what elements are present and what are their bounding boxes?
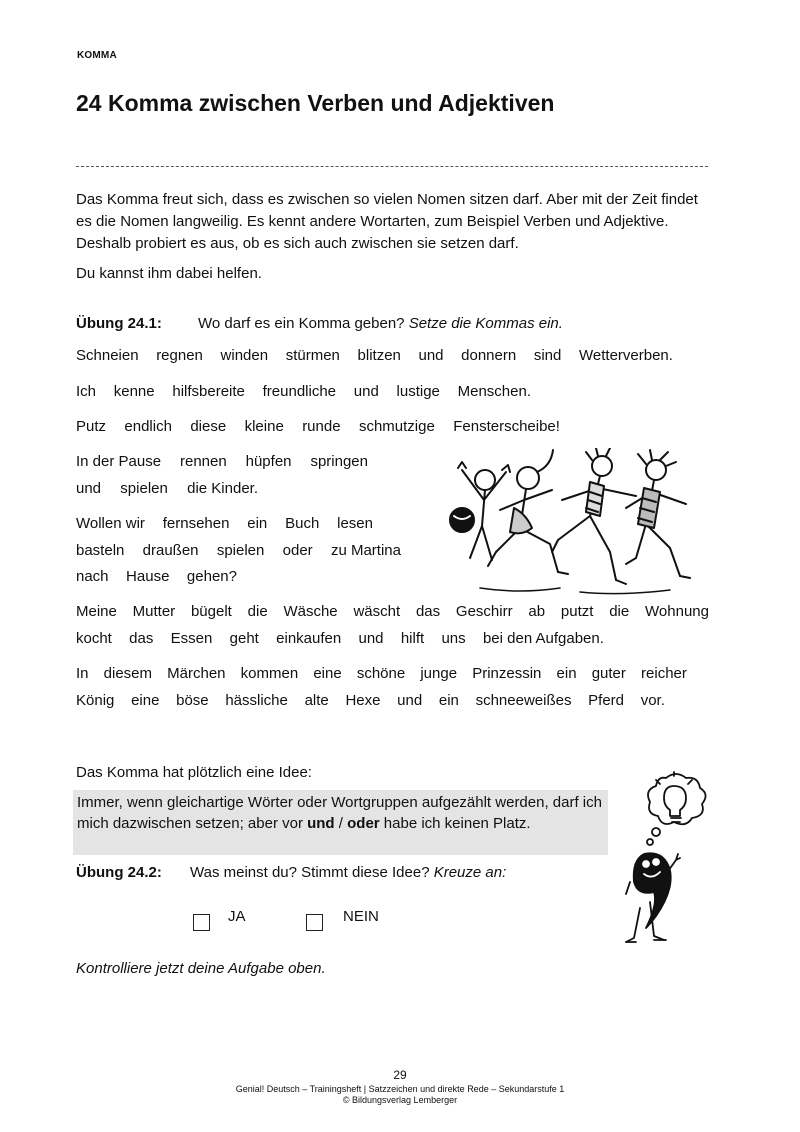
word: das bbox=[129, 630, 154, 647]
word: Fensterscheibe! bbox=[453, 418, 560, 435]
page-title: 24 Komma zwischen Verben und Adjektiven bbox=[76, 90, 555, 116]
word: Hause bbox=[126, 568, 170, 585]
word: Menschen. bbox=[457, 383, 531, 400]
dashed-divider bbox=[76, 166, 708, 167]
thinking-comma-illustration bbox=[618, 770, 718, 960]
word: Hexe bbox=[345, 692, 381, 709]
sentence-4-line-1 bbox=[76, 451, 368, 473]
word: diesem bbox=[103, 665, 153, 682]
word: fernsehen bbox=[162, 515, 230, 532]
exercise-2-instruction: Kreuze an: bbox=[433, 864, 507, 881]
option-nein-label: NEIN bbox=[343, 908, 379, 925]
word: hässliche bbox=[225, 692, 288, 709]
word: und bbox=[418, 347, 444, 364]
word: Pferd bbox=[588, 692, 625, 709]
word: schneeweißes bbox=[475, 692, 572, 709]
word: schmutzige bbox=[358, 418, 435, 435]
word: putzt bbox=[560, 603, 594, 620]
word: König bbox=[76, 692, 115, 709]
word: Meine bbox=[76, 603, 117, 620]
word: endlich bbox=[124, 418, 172, 435]
idea-word-und: und bbox=[307, 815, 335, 832]
word: sind bbox=[533, 347, 562, 364]
word: geht bbox=[229, 630, 259, 647]
word: Ich bbox=[76, 383, 97, 400]
word: runde bbox=[302, 418, 341, 435]
control-note: Kontrolliere jetzt deine Aufgabe oben. bbox=[76, 960, 326, 977]
word: Mutter bbox=[132, 603, 176, 620]
exercise-1-heading bbox=[76, 313, 563, 335]
idea-text-1: Immer, wenn gleichartige Wörter oder Wortgruppen aufgezählt werden, darf ich mich dazwischen setzen; aber vor bbox=[77, 794, 602, 832]
sentence-7-line-1 bbox=[76, 663, 687, 685]
sentence-4-line-2 bbox=[76, 478, 258, 500]
running-children-illustration bbox=[440, 448, 702, 598]
word: die bbox=[247, 603, 268, 620]
word: reicher bbox=[641, 665, 687, 682]
word: In der Pause bbox=[76, 453, 162, 470]
word: spielen bbox=[216, 542, 265, 559]
word: bügelt bbox=[190, 603, 232, 620]
word: Putz bbox=[76, 418, 107, 435]
word: hüpfen bbox=[245, 453, 292, 470]
word: kleine bbox=[244, 418, 284, 435]
word: das bbox=[415, 603, 441, 620]
intro-help: Du kannst ihm dabei helfen. bbox=[76, 265, 262, 282]
word: diese bbox=[190, 418, 227, 435]
word: winden bbox=[220, 347, 269, 364]
exercise-1-label: Übung 24.1: bbox=[76, 315, 162, 332]
word: Schneien bbox=[76, 347, 139, 364]
idea-slash: / bbox=[334, 815, 348, 832]
word: zu Martina bbox=[330, 542, 401, 559]
word: und bbox=[76, 480, 102, 497]
option-ja-label: JA bbox=[228, 908, 246, 925]
sentence-7-line-2 bbox=[76, 690, 665, 712]
word: Geschirr bbox=[455, 603, 513, 620]
word: schöne bbox=[356, 665, 406, 682]
word: einkaufen bbox=[276, 630, 342, 647]
word: basteln bbox=[76, 542, 125, 559]
word: ein bbox=[438, 692, 459, 709]
section-label: KOMMA bbox=[77, 50, 117, 61]
exercise-2-question: Was meinst du? Stimmt diese Idee? bbox=[190, 864, 430, 881]
word: kenne bbox=[113, 383, 155, 400]
sentence-5-line-2 bbox=[76, 540, 401, 562]
word: eine bbox=[131, 692, 160, 709]
word: und bbox=[353, 383, 379, 400]
checkbox-ja[interactable] bbox=[193, 914, 210, 931]
word: und bbox=[397, 692, 423, 709]
idea-box bbox=[73, 790, 608, 855]
word: ein bbox=[247, 515, 268, 532]
word: junge bbox=[420, 665, 458, 682]
word: ein bbox=[556, 665, 577, 682]
word: eine bbox=[313, 665, 342, 682]
page-number: 29 bbox=[393, 1068, 407, 1082]
word: oder bbox=[282, 542, 313, 559]
word: Prinzessin bbox=[472, 665, 542, 682]
word: lustige bbox=[396, 383, 440, 400]
word: bei den Aufgaben. bbox=[482, 630, 604, 647]
sentence-5-line-3 bbox=[76, 566, 237, 588]
word: stürmen bbox=[285, 347, 340, 364]
word: kommen bbox=[240, 665, 299, 682]
word: hilft bbox=[400, 630, 425, 647]
word: Wäsche bbox=[283, 603, 338, 620]
word: Buch bbox=[285, 515, 320, 532]
word: draußen bbox=[142, 542, 199, 559]
word: böse bbox=[176, 692, 209, 709]
word: nach bbox=[76, 568, 109, 585]
exercise-2-label: Übung 24.2: bbox=[76, 864, 162, 881]
word: Wohnung bbox=[645, 603, 709, 620]
word: blitzen bbox=[357, 347, 401, 364]
sentence-5-line-1 bbox=[76, 513, 373, 535]
sentence-2 bbox=[76, 381, 531, 403]
word: Wetterverben. bbox=[579, 347, 673, 364]
word: guter bbox=[591, 665, 626, 682]
word: wäscht bbox=[353, 603, 401, 620]
word: In bbox=[76, 665, 89, 682]
word: die bbox=[609, 603, 630, 620]
word: regnen bbox=[156, 347, 203, 364]
intro-text bbox=[76, 189, 716, 285]
word: rennen bbox=[179, 453, 227, 470]
idea-lead: Das Komma hat plötzlich eine Idee: bbox=[76, 764, 312, 781]
word: freundliche bbox=[262, 383, 337, 400]
idea-text-2: habe ich keinen Platz. bbox=[379, 815, 531, 832]
exercise-1-instruction: Setze die Kommas ein. bbox=[408, 315, 563, 332]
word: alte bbox=[304, 692, 329, 709]
sentence-1 bbox=[76, 345, 673, 367]
word: hilfsbereite bbox=[172, 383, 245, 400]
sentence-6-line-2 bbox=[76, 628, 604, 650]
sentence-3 bbox=[76, 416, 560, 438]
word: Wollen wir bbox=[76, 515, 145, 532]
footer-line-2: © Bildungsverlag Lemberger bbox=[342, 1095, 458, 1105]
checkbox-nein[interactable] bbox=[306, 914, 323, 931]
word: und bbox=[358, 630, 384, 647]
exercise-2-heading bbox=[76, 862, 506, 884]
word: ab bbox=[528, 603, 546, 620]
word: vor. bbox=[640, 692, 665, 709]
sentence-6-line-1 bbox=[76, 601, 709, 623]
word: Märchen bbox=[167, 665, 226, 682]
word: gehen? bbox=[186, 568, 237, 585]
word: die Kinder. bbox=[187, 480, 258, 497]
word: Essen bbox=[170, 630, 213, 647]
intro-paragraph: Das Komma freut sich, dass es zwischen so vielen Nomen sitzen darf. Aber mit der Zeit findet es die Nomen langweilig. Es kennt andere Wortarten, zum Beispiel Verben und Adjektive. Deshalb probiert es aus, ob es sich auch zwischen sie setzen darf. bbox=[76, 191, 698, 252]
idea-word-oder: oder bbox=[347, 815, 380, 832]
word: lesen bbox=[337, 515, 373, 532]
word: springen bbox=[310, 453, 368, 470]
word: kocht bbox=[76, 630, 112, 647]
word: donnern bbox=[461, 347, 517, 364]
footer-line-1: Genial! Deutsch – Trainingsheft | Satzzeichen und direkte Rede – Sekundarstufe 1 bbox=[235, 1084, 565, 1094]
exercise-1-question: Wo darf es ein Komma geben? bbox=[198, 315, 405, 332]
word: spielen bbox=[120, 480, 168, 497]
word: uns bbox=[441, 630, 466, 647]
